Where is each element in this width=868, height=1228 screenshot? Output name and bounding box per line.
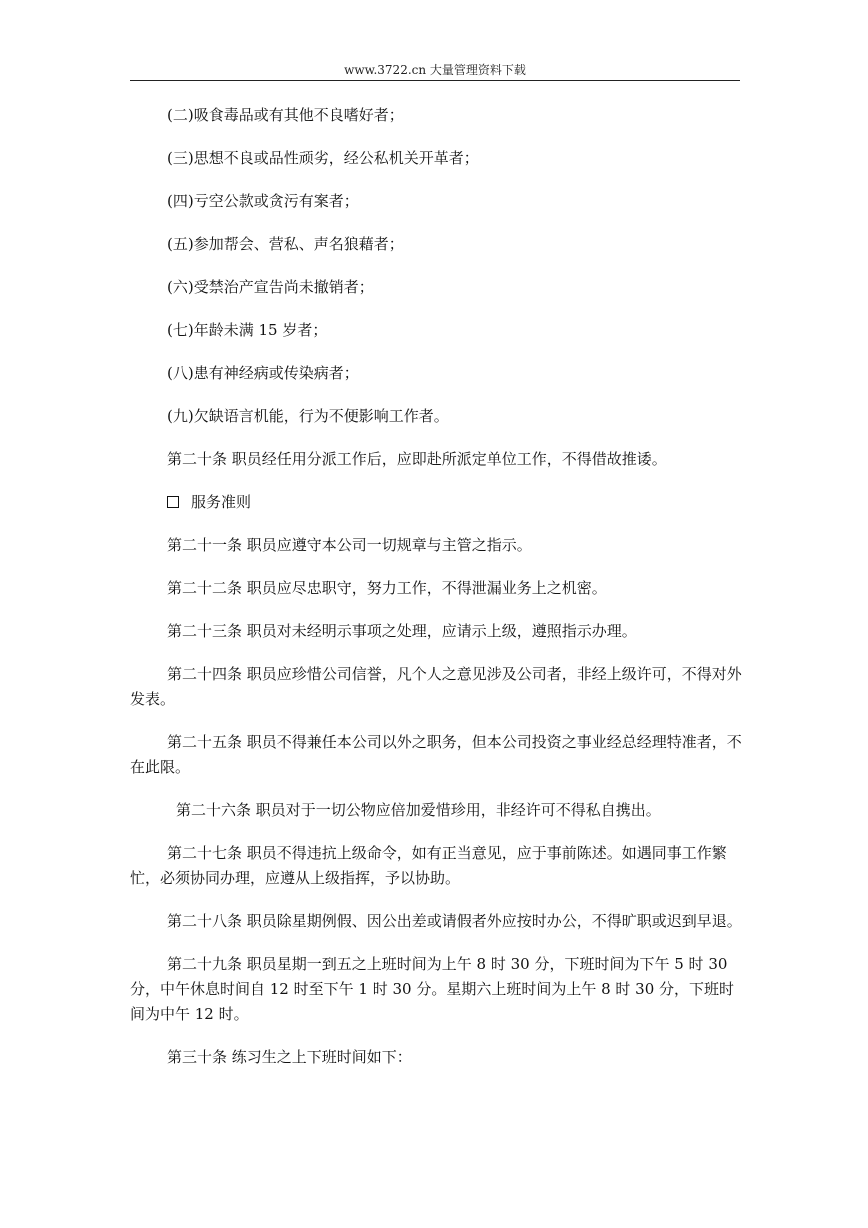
item-8: (八)患有神经病或传染病者； — [167, 364, 359, 382]
item-5: (五)参加帮会、营私、声名狼藉者； — [167, 235, 404, 253]
page-header: www.3722.cn 大量管理资料下载 — [344, 63, 526, 77]
item-4: (四)亏空公款或贪污有案者； — [167, 192, 359, 210]
article-30: 第三十条 练习生之上下班时间如下： — [167, 1048, 412, 1066]
article-21: 第二十一条 职员应遵守本公司一切规章与主管之指示。 — [167, 536, 532, 554]
item-9: (九)欠缺语言机能，行为不便影响工作者。 — [167, 407, 449, 425]
article-29: 第二十九条 职员星期一到五之上班时间为上午 8 时 30 分，下班时间为下午 5 时 30 分，中午休息时间自 12 时至下午 1 时 30 分。星期六上班时间为上午 8 时 30 分，下班时间为中午 12 时。 — [130, 955, 735, 1023]
item-7: (七)年龄未满 15 岁者； — [167, 321, 328, 339]
header-rule — [130, 80, 740, 81]
section-heading — [130, 490, 742, 515]
article-20: 第二十条 职员经任用分派工作后，应即赴所派定单位工作，不得借故推诿。 — [167, 450, 667, 468]
article-28: 第二十八条 职员除星期例假、因公出差或请假者外应按时办公，不得旷职或迟到早退。 — [167, 912, 742, 930]
section-title: 服务准则 — [191, 493, 252, 511]
article-26: 第二十六条 职员对于一切公物应倍加爱惜珍用，非经许可不得私自携出。 — [176, 801, 661, 819]
article-22: 第二十二条 职员应尽忠职守，努力工作，不得泄漏业务上之机密。 — [167, 579, 607, 597]
checkbox-icon — [167, 496, 179, 508]
article-24: 第二十四条 职员应珍惜公司信誉，凡个人之意见涉及公司者，非经上级许可，不得对外发表。 — [130, 665, 742, 708]
item-6: (六)受禁治产宣告尚未撤销者； — [167, 278, 374, 296]
document-body — [130, 103, 742, 1088]
article-27: 第二十七条 职员不得违抗上级命令，如有正当意见，应于事前陈述。如遇同事工作繁忙，必须协同办理，应遵从上级指挥，予以协助。 — [130, 844, 727, 887]
item-2: (二)吸食毒品或有其他不良嗜好者； — [167, 106, 404, 124]
item-3: (三)思想不良或品性顽劣，经公私机关开革者； — [167, 149, 479, 167]
article-23: 第二十三条 职员对未经明示事项之处理，应请示上级，遵照指示办理。 — [167, 622, 637, 640]
article-25: 第二十五条 职员不得兼任本公司以外之职务，但本公司投资之事业经总经理特准者，不在此限。 — [130, 733, 742, 776]
